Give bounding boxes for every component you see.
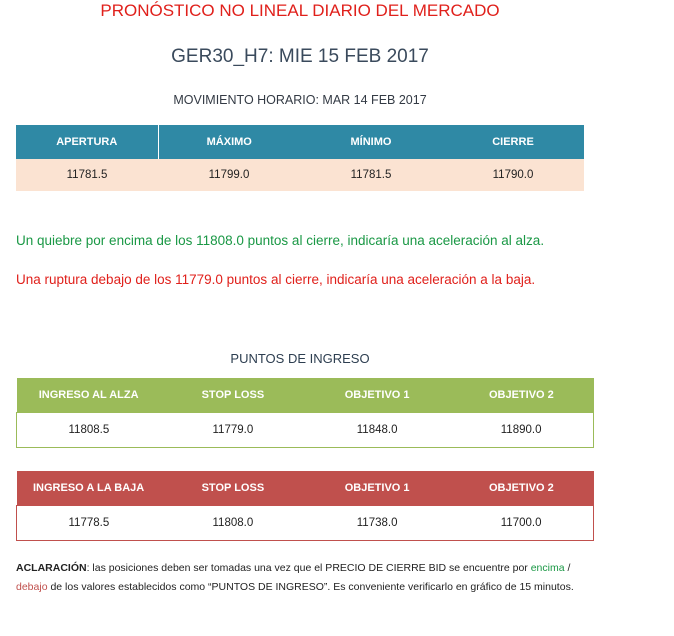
header-objetivo-2: OBJETIVO 2 bbox=[449, 471, 593, 506]
entry-points-heading: PUNTOS DE INGRESO bbox=[230, 351, 370, 366]
buy-header-row bbox=[17, 378, 594, 413]
sell-value-row bbox=[17, 506, 594, 541]
sell-entry-table bbox=[16, 471, 594, 541]
disclaimer-note bbox=[16, 559, 616, 597]
value-objetivo-1: 11738.0 bbox=[305, 506, 449, 541]
header-minimo: MÍNIMO bbox=[300, 125, 442, 159]
value-apertura: 11781.5 bbox=[16, 159, 158, 191]
header-objetivo-1: OBJETIVO 1 bbox=[305, 471, 449, 506]
header-stop-loss: STOP LOSS bbox=[161, 471, 305, 506]
value-cierre: 11790.0 bbox=[442, 159, 584, 191]
hourly-header-row bbox=[16, 125, 584, 159]
header-ingreso-alza: INGRESO AL ALZA bbox=[17, 378, 161, 413]
note-slash: / bbox=[564, 562, 571, 574]
page-title: PRONÓSTICO NO LINEAL DIARIO DEL MERCADO bbox=[100, 1, 500, 20]
hourly-value-row bbox=[16, 159, 584, 191]
value-objetivo-2: 11700.0 bbox=[449, 506, 593, 541]
header-objetivo-2: OBJETIVO 2 bbox=[449, 378, 593, 413]
header-stop-loss: STOP LOSS bbox=[161, 378, 305, 413]
hourly-movement-heading: MOVIMIENTO HORARIO: MAR 14 FEB 2017 bbox=[173, 93, 427, 107]
note-above-word: encima bbox=[530, 562, 565, 574]
header-cierre: CIERRE bbox=[442, 125, 584, 159]
note-label: ACLARACIÓN bbox=[16, 562, 87, 574]
value-objetivo-1: 11848.0 bbox=[305, 413, 449, 448]
note-text-2: de los valores establecidos como “PUNTOS DE INGRESO”. Es conveniente verificarlo en gráfico de 15 minutos. bbox=[47, 581, 574, 593]
value-ingreso-alza: 11808.5 bbox=[17, 413, 161, 448]
hourly-movement-table bbox=[16, 125, 584, 191]
instrument-date-title: GER30_H7: MIE 15 FEB 2017 bbox=[171, 46, 429, 67]
bearish-signal-text: Una ruptura debajo de los 11779.0 puntos al cierre, indicaría una aceleración a la baja. bbox=[16, 272, 536, 287]
bullish-signal-text: Un quiebre por encima de los 11808.0 puntos al cierre, indicaría una aceleración al alza. bbox=[16, 233, 545, 248]
value-ingreso-baja: 11778.5 bbox=[17, 506, 161, 541]
note-text-1: : las posiciones deben ser tomadas una vez que el PRECIO DE CIERRE BID se encuentre por bbox=[86, 562, 531, 574]
header-maximo: MÁXIMO bbox=[158, 125, 300, 159]
buy-value-row bbox=[17, 413, 594, 448]
value-stop-loss: 11779.0 bbox=[161, 413, 305, 448]
sell-header-row bbox=[17, 471, 594, 506]
header-objetivo-1: OBJETIVO 1 bbox=[305, 378, 449, 413]
header-apertura: APERTURA bbox=[16, 125, 158, 159]
value-stop-loss: 11808.0 bbox=[161, 506, 305, 541]
value-objetivo-2: 11890.0 bbox=[449, 413, 593, 448]
value-minimo: 11781.5 bbox=[300, 159, 442, 191]
buy-entry-table bbox=[16, 378, 594, 448]
value-maximo: 11799.0 bbox=[158, 159, 300, 191]
note-below-word: debajo bbox=[16, 581, 48, 593]
header-ingreso-baja: INGRESO A LA BAJA bbox=[17, 471, 161, 506]
